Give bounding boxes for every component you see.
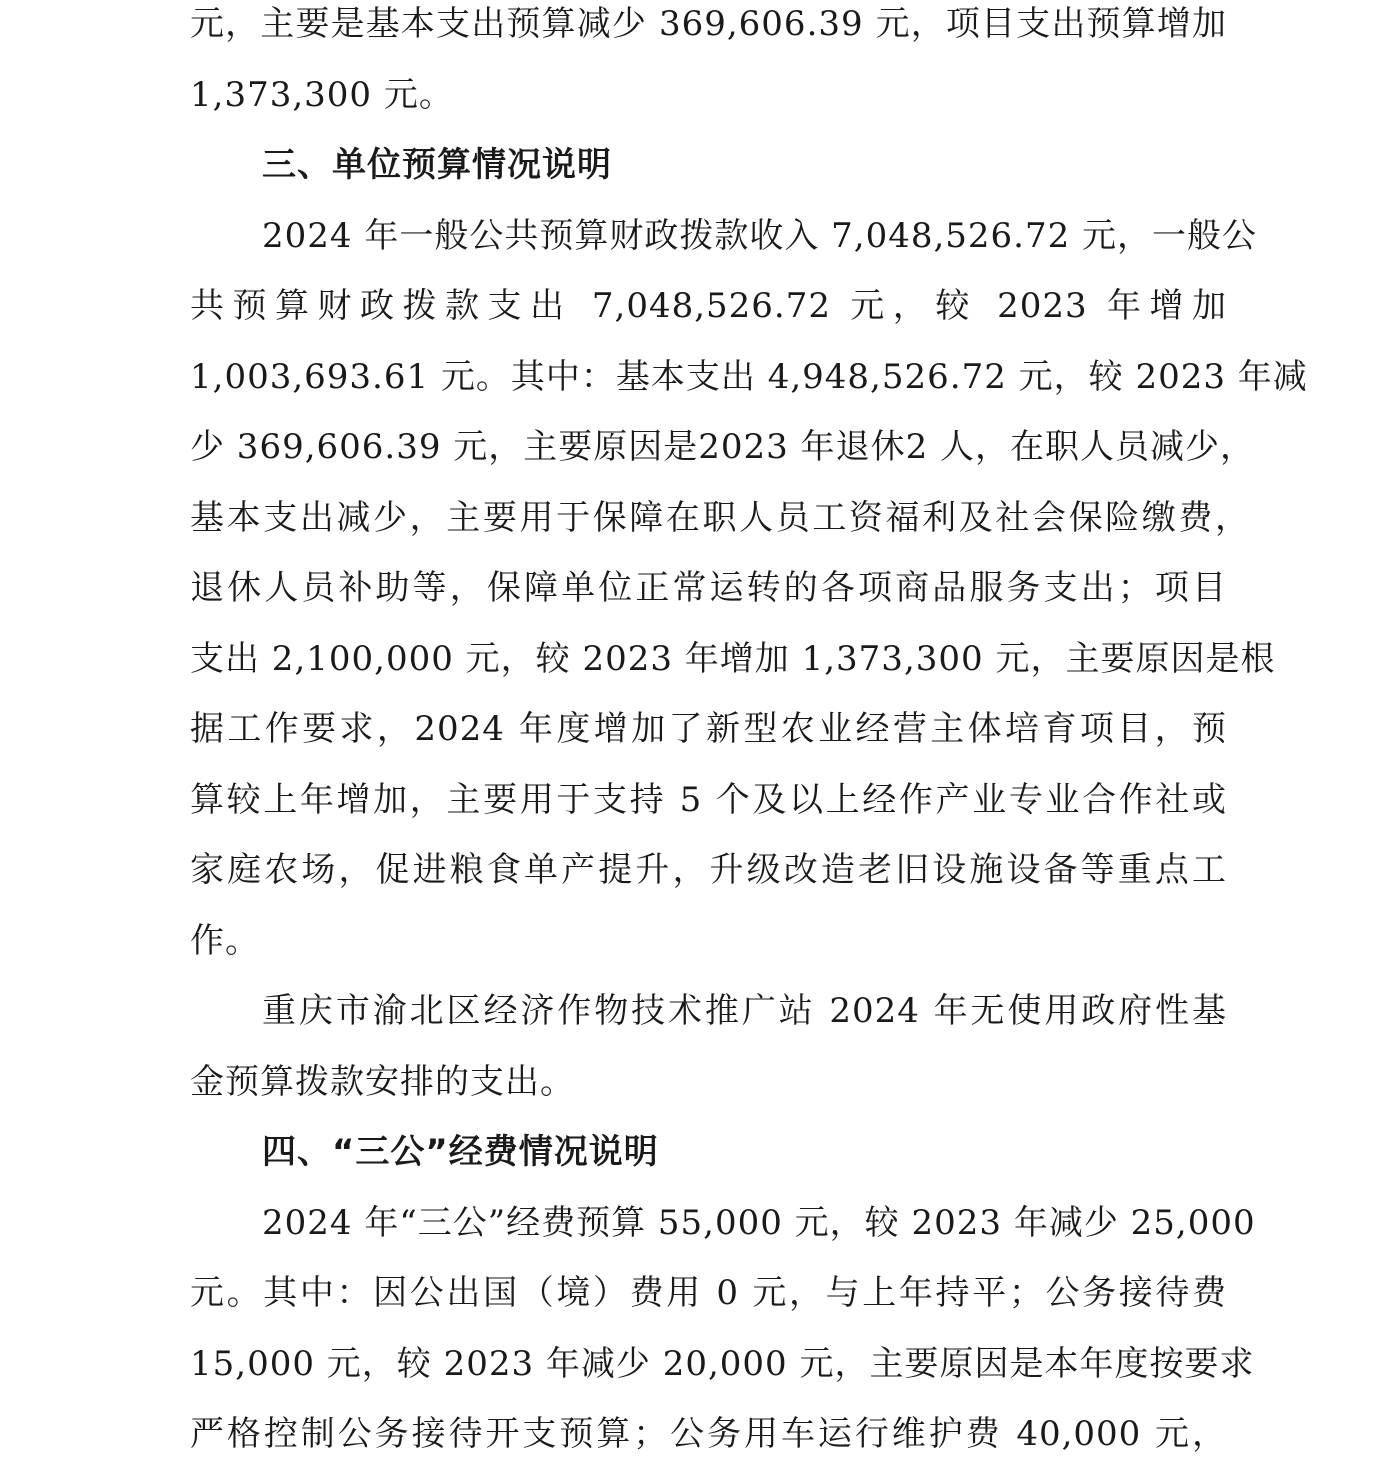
- section-heading: 三、单位预算情况说明: [262, 145, 612, 185]
- body-text-line: 少 369,606.39 元，主要原因是2023 年退休2 人，在职人员减少，: [190, 427, 1256, 467]
- body-text-line: 2024 年一般公共预算财政拨款收入 7,048,526.72 元，一般公: [262, 216, 1258, 256]
- body-text-line: 元，主要是基本支出预算减少 369,606.39 元，项目支出预算增加: [190, 4, 1227, 44]
- body-text-line: 元。其中：因公出国（境）费用 0 元，与上年持平；公务接待费: [190, 1273, 1227, 1313]
- body-text-line: 家庭农场，促进粮食单产提升，升级改造老旧设施设备等重点工: [190, 850, 1227, 890]
- body-text-line: 退休人员补助等，保障单位正常运转的各项商品服务支出；项目: [190, 568, 1227, 608]
- body-text-line: 作。: [190, 921, 260, 961]
- body-text-line: 基本支出减少，主要用于保障在职人员工资福利及社会保险缴费，: [190, 498, 1250, 538]
- body-text-line: 共预算财政拨款支出 7,048,526.72 元，较 2023 年增加: [190, 286, 1227, 326]
- body-text-line: 金预算拨款安排的支出。: [190, 1062, 575, 1102]
- body-text-line: 1,373,300 元。: [190, 75, 454, 115]
- body-text-line: 2024 年“三公”经费预算 55,000 元，较 2023 年减少 25,000: [262, 1203, 1256, 1243]
- body-text-line: 算较上年增加，主要用于支持 5 个及以上经作产业专业合作社或: [190, 780, 1227, 820]
- body-text-line: 据工作要求，2024 年度增加了新型农业经营主体培育项目，预: [190, 709, 1227, 749]
- body-text-line: 严格控制公务接待开支预算；公务用车运行维护费 40,000 元，: [190, 1414, 1227, 1454]
- section-heading: 四、“三公”经费情况说明: [262, 1132, 659, 1172]
- body-text-line: 重庆市渝北区经济作物技术推广站 2024 年无使用政府性基: [262, 991, 1227, 1031]
- body-text-line: 15,000 元，较 2023 年减少 20,000 元，主要原因是本年度按要求: [190, 1344, 1255, 1384]
- body-text-line: 支出 2,100,000 元，较 2023 年增加 1,373,300 元，主要原因是根: [190, 639, 1276, 679]
- body-text-line: 1,003,693.61 元。其中：基本支出 4,948,526.72 元，较 2023 年减: [190, 357, 1308, 397]
